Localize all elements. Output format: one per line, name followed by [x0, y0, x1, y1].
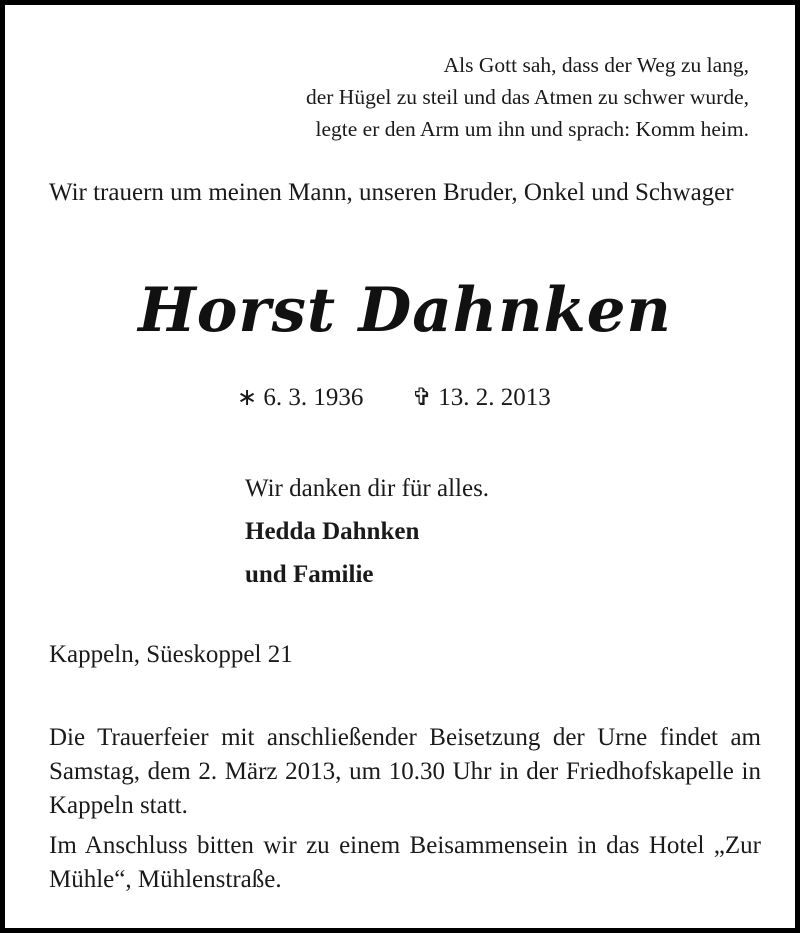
- poem-line: legte er den Arm um ihn und sprach: Komm heim.: [315, 117, 749, 141]
- ceremony-info: [49, 721, 761, 903]
- thanks-message: Wir danken dir für alles.: [245, 475, 490, 502]
- death-date: 13. 2. 2013: [438, 384, 551, 411]
- life-dates: [237, 383, 551, 412]
- mourner-address: Kappeln, Süeskoppel 21: [49, 641, 293, 668]
- mourning-intro: Wir trauern um meinen Mann, unseren Bruder, Onkel und Schwager: [49, 179, 734, 206]
- ceremony-paragraph: Die Trauerfeier mit anschließender Beisetzung der Urne findet am Samstag, dem 2. März 2013, um 10.30 Uhr in der Friedhofskapelle in Kappeln statt.: [49, 724, 761, 819]
- signatory-family: und Familie: [245, 561, 374, 588]
- birth-date: 6. 3. 1936: [263, 384, 364, 411]
- birth-star-icon: ∗: [237, 385, 258, 411]
- deceased-name: Horst Dahnken: [138, 275, 672, 346]
- poem-line: Als Gott sah, dass der Weg zu lang,: [443, 53, 749, 77]
- poem-verse: [306, 49, 749, 145]
- death-cross-icon: ✞: [411, 385, 432, 411]
- thanks-block: [245, 467, 489, 596]
- poem-line: der Hügel zu steil und das Atmen zu schwer wurde,: [305, 85, 749, 109]
- signatory-name: Hedda Dahnken: [245, 518, 420, 545]
- reception-paragraph: Im Anschluss bitten wir zu einem Beisammensein in das Hotel „Zur Mühle“, Mühlenstraße.: [49, 832, 761, 893]
